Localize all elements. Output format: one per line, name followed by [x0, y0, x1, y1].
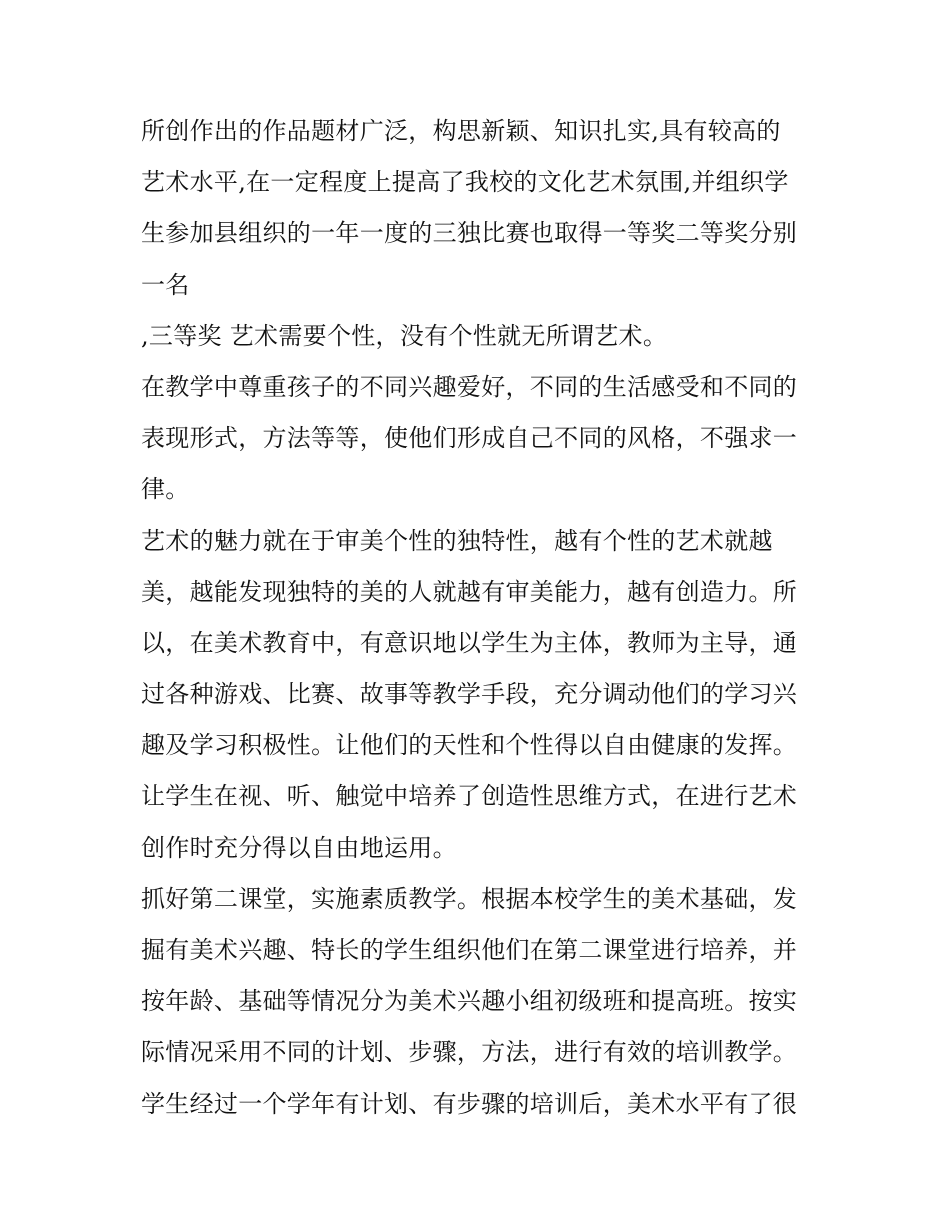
text-line: 生参加县组织的一年一度的三独比赛也取得一等奖二等奖分别 [141, 219, 798, 248]
text-line: 让学生在视、听、触觉中培养了创造性思维方式，在进行艺术 [141, 782, 798, 811]
document-body [141, 106, 813, 1130]
text-line: ,三等奖 艺术需要个性，没有个性就无所谓艺术。 [141, 321, 668, 350]
text-line: 按年龄、基础等情况分为美术兴趣小组初级班和提高班。按实 [141, 987, 798, 1016]
text-line: 一名 [141, 270, 190, 299]
text-line: 美，越能发现独特的美的人就越有审美能力，越有创造力。所 [141, 577, 798, 606]
text-line: 艺术水平,在一定程度上提高了我校的文化艺术氛围,并组织学 [141, 168, 789, 197]
text-line: 以，在美术教育中，有意识地以学生为主体，教师为主导，通 [141, 628, 798, 657]
text-line: 艺术的魅力就在于审美个性的独特性，越有个性的艺术就越 [141, 526, 773, 555]
text-line: 过各种游戏、比赛、故事等教学手段，充分调动他们的学习兴 [141, 680, 798, 709]
text-line: 际情况采用不同的计划、步骤，方法，进行有效的培训教学。 [141, 1038, 798, 1067]
text-line: 掘有美术兴趣、特长的学生组织他们在第二课堂进行培养，并 [141, 936, 798, 964]
text-line: 在教学中尊重孩子的不同兴趣爱好，不同的生活感受和不同的 [141, 372, 798, 401]
text-line: 表现形式，方法等等，使他们形成自己不同的风格，不强求一 [141, 424, 798, 453]
text-line: 律。 [141, 475, 190, 504]
text-line: 抓好第二课堂，实施素质教学。根据本校学生的美术基础，发 [141, 884, 798, 913]
text-line: 趣及学习积极性。让他们的天性和个性得以自由健康的发挥。 [141, 731, 798, 760]
text-line: 所创作出的作品题材广泛，构思新颖、知识扎实,具有较高的 [141, 117, 781, 145]
text-line: 创作时充分得以自由地运用。 [141, 833, 457, 862]
text-line: 学生经过一个学年有计划、有步骤的培训后，美术水平有了很 [141, 1089, 798, 1118]
